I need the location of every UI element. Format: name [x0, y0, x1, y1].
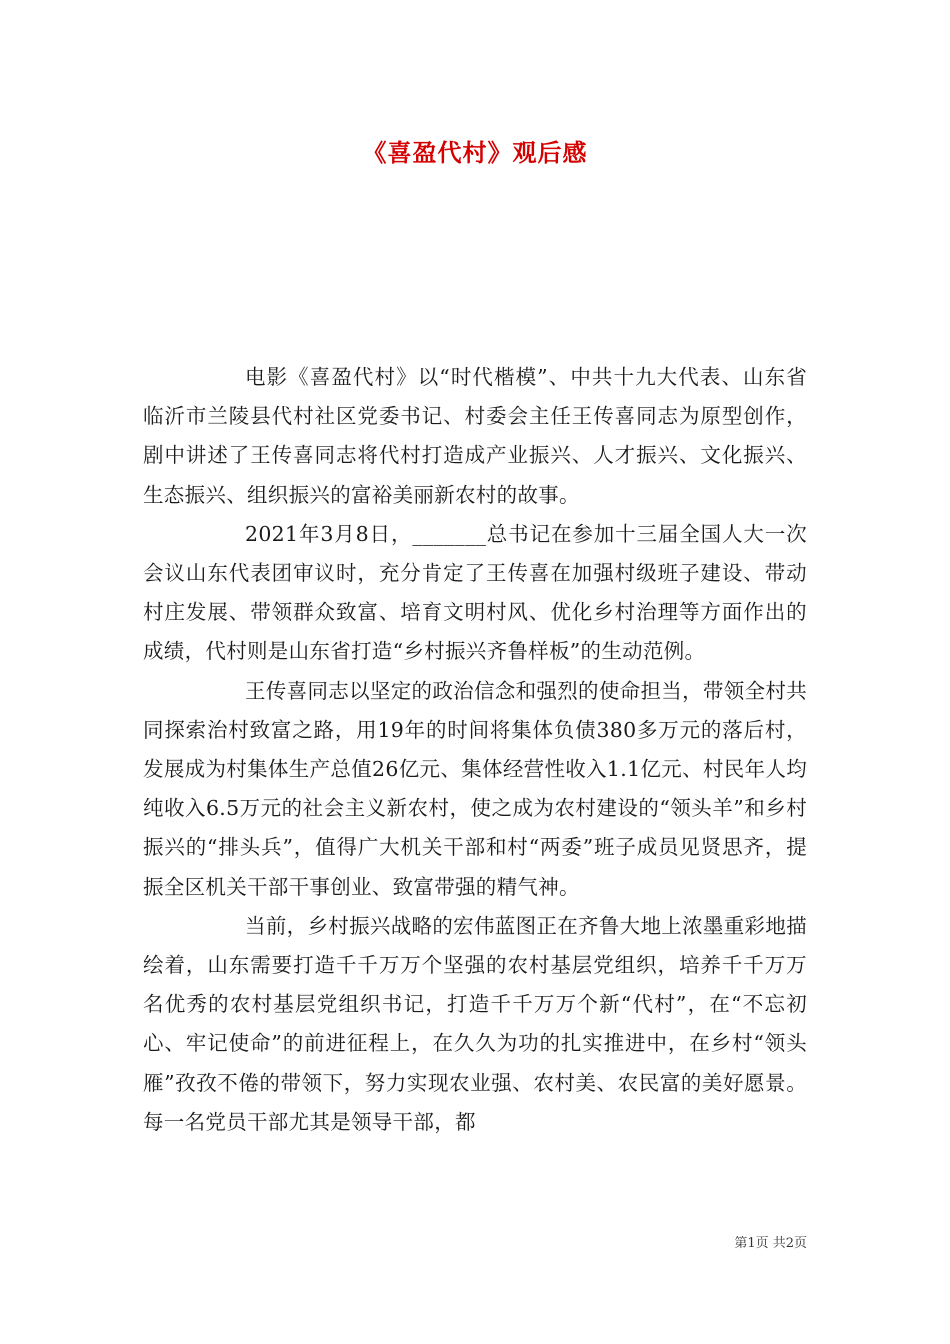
paragraph-4: 当前，乡村振兴战略的宏伟蓝图正在齐鲁大地上浓墨重彩地描绘着，山东需要打造千千万万个坚强的农村基层党组织，培养千千万万名优秀的农村基层党组织书记，打造千千万万个新“代村”，在“不忘初心、牢记使命”的前进征程上，在久久为功的扎实推进中，在乡村“领头雁”孜孜不倦的带领下，努力实现农业强、农村美、农民富的美好愿景。每一名党员干部尤其是领导干部，都: [143, 913, 807, 1134]
page-number: 第1页 共2页: [734, 1236, 807, 1251]
paragraph-2: 2021年3月8日，_______总书记在参加十三届全国人大一次会议山东代表团审议时，充分肯定了王传喜在加强村级班子建设、带动村庄发展、带领群众致富、培育文明村风、优化乡村治理等方面作出的成绩，代村则是山东省打造“乡村振兴齐鲁样板”的生动范例。: [143, 521, 807, 664]
document-title: 《喜盈代村》观后感: [362, 139, 588, 167]
paragraph-3: 王传喜同志以坚定的政治信念和强烈的使命担当，带领全村共同探索治村致富之路，用19年的时间将集体负债380多万元的落后村，发展成为村集体生产总值26亿元、集体经营性收入1.1亿元、村民年人均纯收入6.5万元的社会主义新农村，使之成为农村建设的“领头羊”和乡村振兴的“排头兵”，值得广大机关干部和村“两委”班子成员见贤思齐，提振全区机关干部干事创业、致富带强的精气神。: [143, 678, 807, 899]
paragraph-1: 电影《喜盈代村》以“时代楷模”、中共十九大代表、山东省临沂市兰陵县代村社区党委书记、村委会主任王传喜同志为原型创作，剧中讲述了王传喜同志将代村打造成产业振兴、人才振兴、文化振兴、生态振兴、组织振兴的富裕美丽新农村的故事。: [143, 365, 807, 507]
document-body: [143, 358, 807, 1142]
